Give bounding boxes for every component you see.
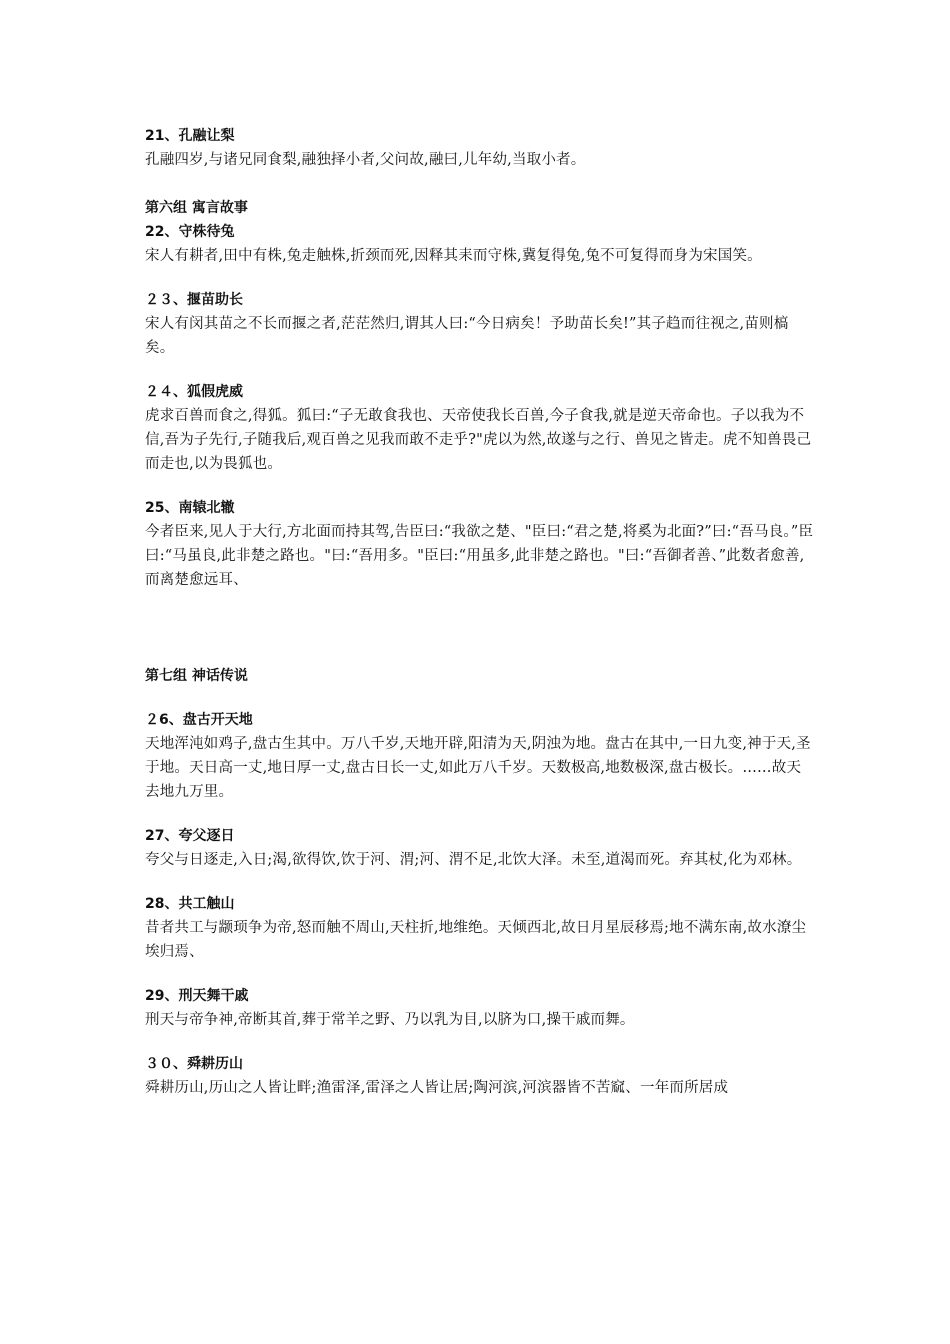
section-title: ２３、揠苗助长 — [145, 292, 243, 308]
section-24 — [145, 380, 815, 476]
section-22 — [145, 220, 815, 268]
section-text: 宋人有耕者,田中有株,兔走触株,折颈而死,因释其耒而守株,冀复得兔,兔不可复得而身为宋国笑。 — [145, 248, 762, 264]
group-heading-7: 第七组 神话传说 — [145, 668, 248, 684]
section-text: 宋人有闵其苗之不长而揠之者,茫茫然归,谓其人曰:“今日病矣！予助苗长矣!”其子趋而往视之,苗则槁矣。 — [145, 316, 789, 356]
section-text: 夸父与日逐走,入日;渴,欲得饮,饮于河、渭;河、渭不足,北饮大泽。未至,道渴而死。弃其杖,化为邓林。 — [145, 852, 802, 868]
section-25 — [145, 496, 815, 592]
section-21 — [145, 124, 815, 172]
section-title: 28、共工触山 — [145, 896, 235, 912]
section-26 — [145, 708, 815, 804]
section-text: 虎求百兽而食之,得狐。狐曰:“子无敢食我也、天帝使我长百兽,今子食我,就是逆天帝命也。子以我为不信,吾为子先行,子随我后,观百兽之见我而敢不走乎?"虎以为然,故遂与之行、兽见之皆走。虎不知兽畏己而走也,以为畏狐也。 — [145, 408, 812, 472]
section-title: 27、夸父逐日 — [145, 828, 235, 844]
document-page — [145, 124, 815, 1100]
section-23 — [145, 288, 815, 360]
group-heading-6: 第六组 寓言故事 — [145, 200, 248, 216]
section-30 — [145, 1052, 815, 1100]
section-title: ２４、狐假虎威 — [145, 384, 243, 400]
section-title: ３０、舜耕历山 — [145, 1056, 243, 1072]
section-title: 21、孔融让梨 — [145, 128, 235, 144]
section-text: 天地浑沌如鸡子,盘古生其中。万八千岁,天地开辟,阳清为天,阴浊为地。盘古在其中,一日九变,神于天,圣于地。天日高一丈,地日厚一丈,盘古日长一丈,如此万八千岁。天数极高,地数极深,盘古极长。……故天去地九万里。 — [145, 736, 811, 800]
section-text: 刑天与帝争神,帝断其首,葬于常羊之野、乃以乳为目,以脐为口,操干戚而舞。 — [145, 1012, 635, 1028]
section-text: 孔融四岁,与诸兄同食梨,融独择小者,父问故,融曰,儿年幼,当取小者。 — [145, 152, 586, 168]
section-title: 25、南辕北辙 — [145, 500, 235, 516]
section-text: 昔者共工与颛顼争为帝,怒而触不周山,天柱折,地维绝。天倾西北,故日月星辰移焉;地不满东南,故水潦尘埃归焉、 — [145, 920, 807, 960]
section-title: ２6、盘古开天地 — [145, 712, 253, 728]
section-title: 22、守株待兔 — [145, 224, 235, 240]
section-27 — [145, 824, 815, 872]
section-text: 今者臣来,见人于大行,方北面而持其驾,告臣曰:“我欲之楚、"臣曰:“君之楚,将奚为北面?”曰:“吾马良。”臣曰:“马虽良,此非楚之路也。"曰:“吾用多。"臣曰:“用虽多,此非楚之路也。"曰:“吾御者善、”此数者愈善,而离楚愈远耳、 — [145, 524, 814, 588]
section-text: 舜耕历山,历山之人皆让畔;渔雷泽,雷泽之人皆让居;陶河滨,河滨器皆不苦窳、一年而所居成 — [145, 1080, 729, 1096]
section-28 — [145, 892, 815, 964]
section-29 — [145, 984, 815, 1032]
section-title: 29、刑天舞干戚 — [145, 988, 249, 1004]
